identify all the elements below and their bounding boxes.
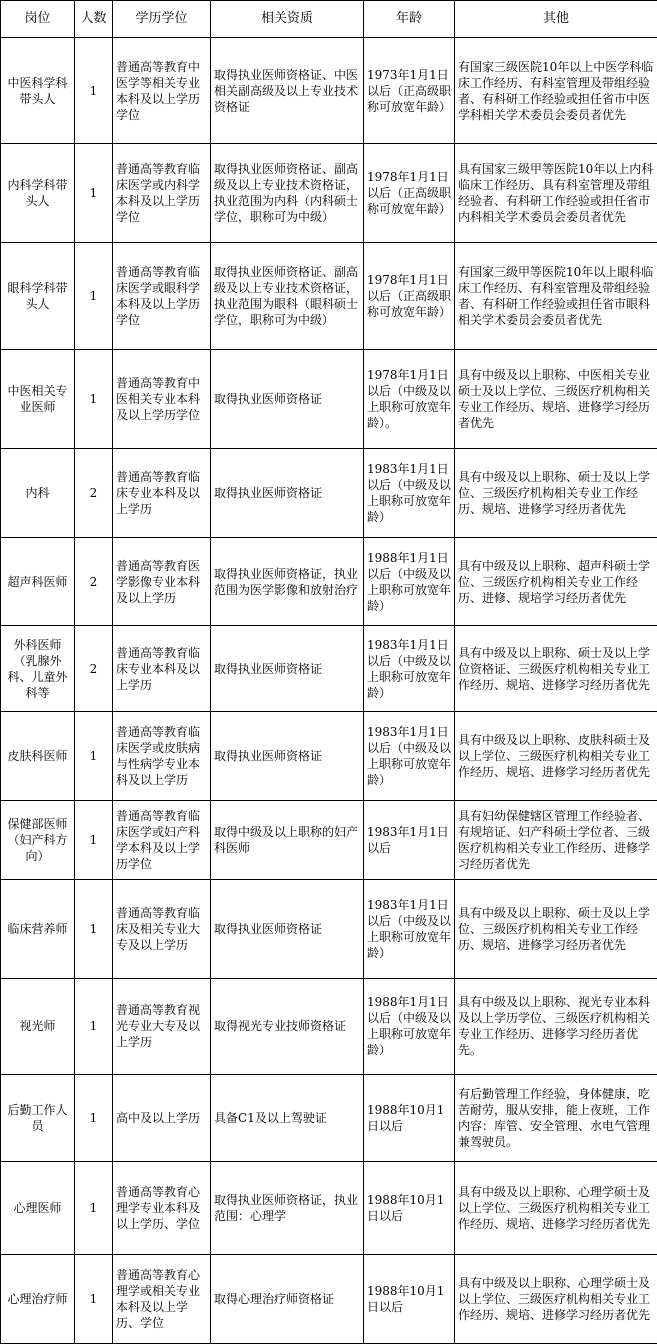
table-row [1, 626, 657, 712]
cell-education: 普通高等教育医学影像专业本科及以上学历 [113, 538, 211, 626]
cell-age: 1973年1月1日以后（正高级职称可放宽年龄） [364, 38, 455, 144]
cell-qualification: 取得执业医师资格证，执业范围：心理学 [211, 1161, 364, 1254]
header-count: 人数 [75, 1, 113, 38]
cell-other: 具有中级及以上职称、视光专业本科及以上学历学位、三级医疗机构相关专业工作经历、进修学习经历者优先。 [455, 978, 657, 1074]
cell-other: 具有中级及以上职称、硕士及以上学位、三级医疗机构相关专业工作经历、规培、进修学习经历者优先 [455, 449, 657, 538]
cell-education: 普通高等教育临床医学或妇产科学本科及以上学历学位 [113, 800, 211, 879]
cell-other: 具有国家三级甲等医院10年以上内科临床工作经历、具有科室管理及带组经验者、有科研工作经验或担任省市内科相关学术委员会委员者优先 [455, 144, 657, 243]
table-header-row [1, 1, 657, 38]
cell-position: 临床营养师 [1, 879, 75, 978]
cell-education: 普通高等教育临床专业本科及以上学历 [113, 626, 211, 712]
cell-position: 心理医师 [1, 1161, 75, 1254]
table-row [1, 879, 657, 978]
table-row [1, 1254, 657, 1343]
cell-qualification: 具备C1及以上驾驶证 [211, 1074, 364, 1161]
table-row [1, 38, 657, 144]
table-row [1, 1161, 657, 1254]
cell-count: 1 [75, 978, 113, 1074]
cell-qualification: 取得执业医师资格证 [211, 626, 364, 712]
cell-education: 普通高等教育视光专业大专及以上学历 [113, 978, 211, 1074]
cell-qualification: 取得中级及以上职称的妇产科医师 [211, 800, 364, 879]
cell-count: 1 [75, 879, 113, 978]
header-qualification: 相关资质 [211, 1, 364, 38]
cell-count: 2 [75, 538, 113, 626]
cell-position: 中医相关专业医师 [1, 350, 75, 449]
table-row [1, 978, 657, 1074]
cell-other: 有后勤管理工作经验，身体健康，吃苦耐劳，服从安排，能上夜班，工作内容：库管、安全管理、水电气管理兼驾驶员。 [455, 1074, 657, 1161]
cell-count: 1 [75, 1161, 113, 1254]
cell-qualification: 取得执业医师资格证、副高级及以上专业技术资格证，执业范围为内科（内科硕士学位，职称可为中级） [211, 144, 364, 243]
cell-count: 1 [75, 712, 113, 800]
cell-age: 1983年1月1日以后 [364, 800, 455, 879]
cell-education: 普通高等教育心理学专业本科及以上学历、学位 [113, 1161, 211, 1254]
table-row [1, 712, 657, 800]
cell-qualification: 取得执业医师资格证 [211, 712, 364, 800]
cell-other: 具有中级及以上职称、心理学硕士及以上学位、三级医疗机构相关专业工作经历、规培、进修学习经历者优先 [455, 1161, 657, 1254]
cell-position: 内科 [1, 449, 75, 538]
table-row [1, 1074, 657, 1161]
cell-other: 具有中级及以上职称、中医相关专业硕士及以上学位、三级医疗机构相关专业工作经历、规培、进修学习经历者优先 [455, 350, 657, 449]
cell-count: 1 [75, 350, 113, 449]
cell-qualification: 取得视光专业技师资格证 [211, 978, 364, 1074]
cell-other: 具有中级及以上职称、硕士及以上学位、三级医疗机构相关专业工作经历、规培、进修学习经历者优先 [455, 879, 657, 978]
cell-other: 具有中级及以上职称、超声科硕士学位、三级医疗机构相关专业工作经历、进修、规培学习经历者优先 [455, 538, 657, 626]
table-row [1, 350, 657, 449]
cell-position: 后勤工作人员 [1, 1074, 75, 1161]
cell-other: 具有中级及以上职称、皮肤科硕士及以上学位、三级医疗机构相关专业工作经历、规培、进修学习经历者优先 [455, 712, 657, 800]
cell-qualification: 取得执业医师资格证、中医相关副高级及以上专业技术资格证 [211, 38, 364, 144]
cell-education: 普通高等教育中医相关专业本科及以上学历学位 [113, 350, 211, 449]
cell-other: 具有妇幼保健辖区管理工作经验者、有规培证、妇产科硕士学位者、三级医疗机构相关专业工作经历、进修学习经历者优先 [455, 800, 657, 879]
cell-age: 1983年1月1日以后（中级及以上职称可放宽年龄） [364, 879, 455, 978]
cell-count: 1 [75, 144, 113, 243]
cell-qualification: 取得执业医师资格证 [211, 879, 364, 978]
cell-age: 1983年1月1日以后（中级及以上职称可放宽年龄） [364, 712, 455, 800]
cell-position: 内科学科带头人 [1, 144, 75, 243]
cell-position: 外科医师（乳腺外科、儿童外科等 [1, 626, 75, 712]
cell-education: 高中及以上学历 [113, 1074, 211, 1161]
cell-position: 心理治疗师 [1, 1254, 75, 1343]
table-row [1, 144, 657, 243]
cell-other: 具有中级及以上职称、心理学硕士及以上学位、三级医疗机构相关专业工作经历、规培、进修学习经历者优先 [455, 1254, 657, 1343]
table-row [1, 449, 657, 538]
cell-other: 有国家三级医院10年以上中医学科临床工作经历、有科室管理及带组经验者、有科研工作经验或担任省市中医学科相关学术委员会委员者优先 [455, 38, 657, 144]
cell-education: 普通高等教育中医学等相关专业本科及以上学历学位 [113, 38, 211, 144]
cell-age: 1988年1月1日以后（中级及以上职称可放宽年龄） [364, 538, 455, 626]
cell-position: 视光师 [1, 978, 75, 1074]
cell-age: 1978年1月1日以后（正高级职称可放宽年龄） [364, 243, 455, 350]
header-position: 岗位 [1, 1, 75, 38]
cell-count: 1 [75, 243, 113, 350]
cell-qualification: 取得心理治疗师资格证 [211, 1254, 364, 1343]
cell-count: 1 [75, 1254, 113, 1343]
cell-age: 1978年1月1日以后（中级及以上职称可放宽年龄）。 [364, 350, 455, 449]
cell-qualification: 取得执业医师资格证、副高级及以上专业技术资格证，执业范围为眼科（眼科硕士学位，职称可为中级） [211, 243, 364, 350]
cell-position: 超声科医师 [1, 538, 75, 626]
cell-other: 具有中级及以上职称、硕士及以上学位资格证、三级医疗机构相关专业工作经历、规培、进修学习经历者优先 [455, 626, 657, 712]
header-age: 年龄 [364, 1, 455, 38]
cell-age: 1978年1月1日以后（正高级职称可放宽年龄） [364, 144, 455, 243]
cell-other: 有国家三级甲等医院10年以上眼科临床工作经历、有科室管理及带组经验者、有科研工作经验或担任省市眼科相关学术委员会委员者优先 [455, 243, 657, 350]
cell-qualification: 取得执业医师资格证 [211, 350, 364, 449]
header-other: 其他 [455, 1, 657, 38]
cell-qualification: 取得执业医师资格证 [211, 449, 364, 538]
header-education: 学历学位 [113, 1, 211, 38]
cell-qualification: 取得执业医师资格证，执业范围为医学影像和放射治疗 [211, 538, 364, 626]
cell-education: 普通高等教育心理学或相关专业本科及以上学历、学位 [113, 1254, 211, 1343]
cell-education: 普通高等教育临床专业本科及以上学历 [113, 449, 211, 538]
cell-education: 普通高等教育临床医学或眼科学本科及以上学历学位 [113, 243, 211, 350]
cell-count: 1 [75, 1074, 113, 1161]
table-row [1, 243, 657, 350]
cell-age: 1988年10月1日以后 [364, 1074, 455, 1161]
cell-position: 中医科学科带头人 [1, 38, 75, 144]
table-row [1, 538, 657, 626]
cell-age: 1988年10月1日以后 [364, 1254, 455, 1343]
cell-position: 保健部医师（妇产科方向） [1, 800, 75, 879]
cell-age: 1983年1月1日以后（中级及以上职称可放宽年龄） [364, 449, 455, 538]
cell-age: 1988年10月1日以后 [364, 1161, 455, 1254]
cell-count: 2 [75, 449, 113, 538]
cell-education: 普通高等教育临床医学或内科学本科及以上学历学位 [113, 144, 211, 243]
table-row [1, 800, 657, 879]
cell-count: 2 [75, 626, 113, 712]
cell-position: 皮肤科医师 [1, 712, 75, 800]
cell-education: 普通高等教育临床及相关专业大专及以上学历 [113, 879, 211, 978]
cell-age: 1983年1月1日以后（中级及以上职称可放宽年龄） [364, 626, 455, 712]
cell-education: 普通高等教育临床医学或皮肤病与性病学专业本科及以上学历 [113, 712, 211, 800]
cell-age: 1988年1月1日以后（中级及以上职称可放宽年龄） [364, 978, 455, 1074]
cell-count: 1 [75, 38, 113, 144]
cell-count: 1 [75, 800, 113, 879]
cell-position: 眼科学科带头人 [1, 243, 75, 350]
